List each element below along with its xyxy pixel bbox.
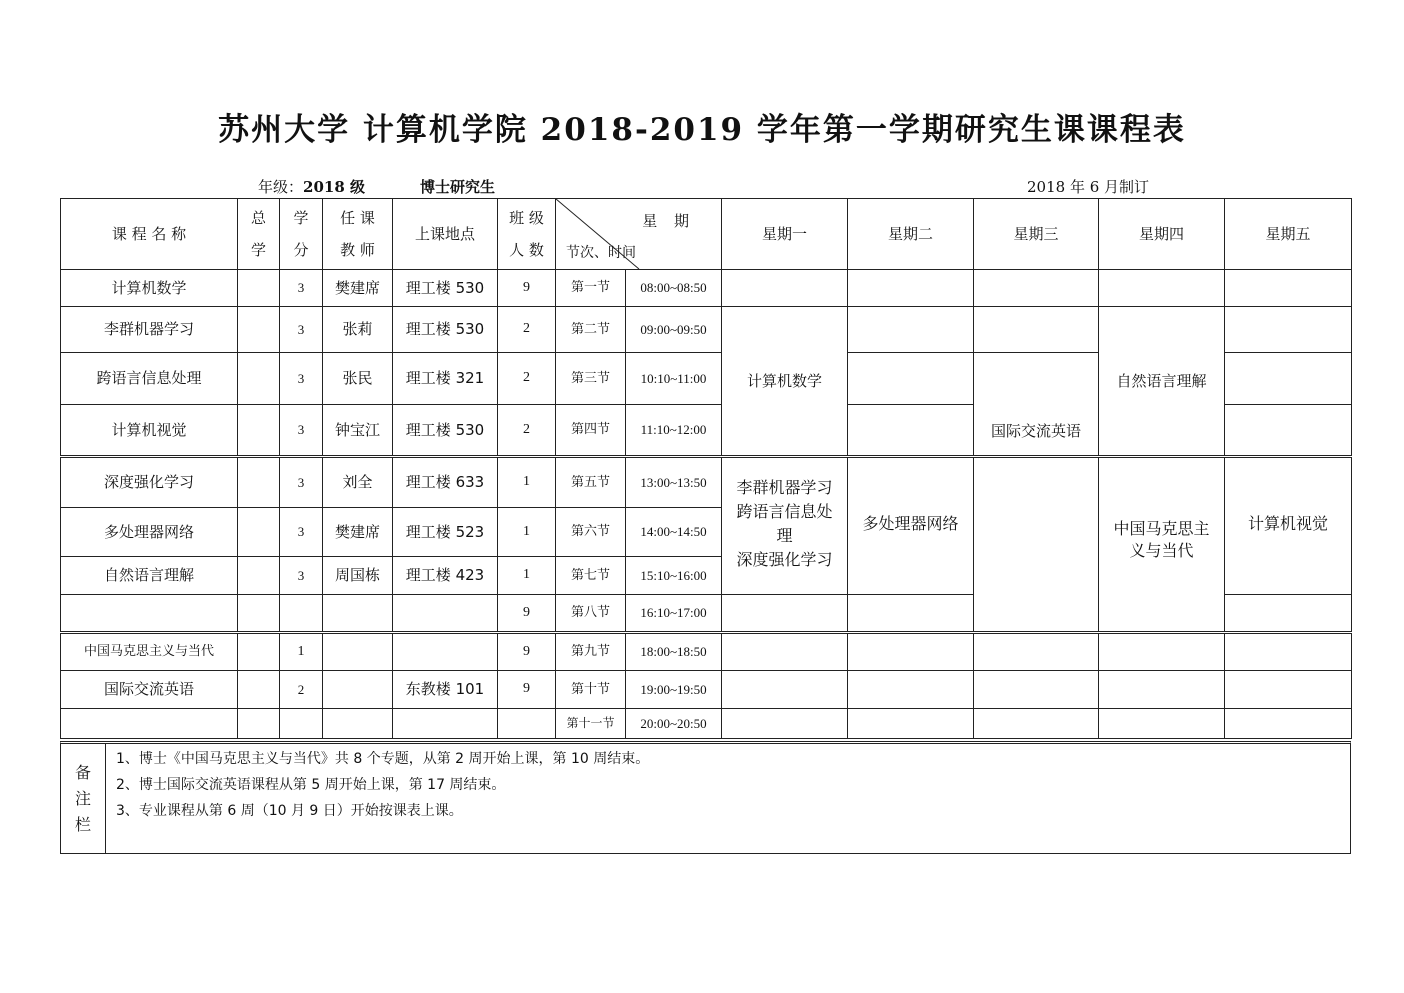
course-total <box>238 457 280 508</box>
table-row <box>61 307 1352 353</box>
period-label: 第二节 <box>556 307 626 353</box>
course-credit <box>280 595 323 633</box>
revision-date: 2018 年 6 月制订 <box>1027 178 1150 196</box>
period-label: 第十一节 <box>556 709 626 739</box>
period-time: 19:00~19:50 <box>626 671 722 709</box>
period-label: 第五节 <box>556 457 626 508</box>
course-credit: 3 <box>280 557 323 595</box>
header-wednesday: 星期三 <box>974 199 1099 270</box>
mon-course-1: 李群机器学习 <box>736 478 833 497</box>
period-label: 第一节 <box>556 270 626 307</box>
period-time: 18:00~18:50 <box>626 633 722 671</box>
course-credit: 3 <box>280 353 323 405</box>
header-friday: 星期五 <box>1225 199 1352 270</box>
mon-course-2: 跨语言信息处 <box>736 502 833 521</box>
remark-line: 2、博士国际交流英语课程从第 5 周开始上课，第 17 周结束。 <box>116 777 506 793</box>
slot <box>722 633 848 671</box>
slot <box>974 270 1099 307</box>
course-location: 理工楼 530 <box>393 270 498 307</box>
header-location: 上课地点 <box>393 199 498 270</box>
header-total-hours: 总 学 <box>238 199 280 270</box>
header-row <box>61 199 1352 270</box>
period-time: 14:00~14:50 <box>626 508 722 557</box>
thu-course-line-2: 义与当代 <box>1129 540 1194 560</box>
course-name: 中国马克思主义与当代 <box>61 633 238 671</box>
course-name: 国际交流英语 <box>61 671 238 709</box>
remarks-label: 备 注 栏 <box>61 744 106 853</box>
slot <box>722 270 848 307</box>
header-thursday: 星期四 <box>1099 199 1225 270</box>
period-label: 第九节 <box>556 633 626 671</box>
period-time: 20:00~20:50 <box>626 709 722 739</box>
course-location <box>393 709 498 739</box>
slot <box>1225 353 1352 405</box>
slot <box>974 709 1099 739</box>
course-name: 深度强化学习 <box>61 457 238 508</box>
course-total <box>238 405 280 457</box>
header-monday: 星期一 <box>722 199 848 270</box>
course-size: 9 <box>498 633 556 671</box>
monday-afternoon-courses <box>722 457 848 595</box>
course-size: 9 <box>498 595 556 633</box>
course-credit: 3 <box>280 307 323 353</box>
mon-course-3: 深度强化学习 <box>736 550 833 569</box>
course-location: 理工楼 530 <box>393 405 498 457</box>
remark-line: 1、博士《中国马克思主义与当代》共 8 个专题，从第 2 周开始上课，第 10 周结束。 <box>116 751 650 767</box>
header-teacher: 任 课 教 师 <box>323 199 393 270</box>
course-location: 理工楼 423 <box>393 557 498 595</box>
monday-morning-course: 计算机数学 <box>722 307 848 457</box>
slot <box>848 270 974 307</box>
slot <box>722 595 848 633</box>
course-location <box>393 633 498 671</box>
course-name: 自然语言理解 <box>61 557 238 595</box>
header-tuesday: 星期二 <box>848 199 974 270</box>
course-teacher <box>323 709 393 739</box>
slot <box>848 353 974 405</box>
course-location: 理工楼 321 <box>393 353 498 405</box>
grade-label: 年级： <box>258 178 304 196</box>
course-location: 理工楼 633 <box>393 457 498 508</box>
grade-value: 2018 级 <box>303 178 365 196</box>
slot <box>1225 671 1352 709</box>
header-class-size: 班 级 人 数 <box>498 199 556 270</box>
table-row <box>61 709 1352 739</box>
period-time: 15:10~16:00 <box>626 557 722 595</box>
slot <box>974 457 1099 633</box>
slot <box>848 595 974 633</box>
course-total <box>238 270 280 307</box>
course-teacher <box>323 595 393 633</box>
course-teacher: 张民 <box>323 353 393 405</box>
slot <box>1225 595 1352 633</box>
course-name: 跨语言信息处理 <box>61 353 238 405</box>
header-diagonal-cell <box>556 199 722 270</box>
slot <box>722 671 848 709</box>
remark-line: 3、专业课程从第 6 周（10 月 9 日）开始按课表上课。 <box>116 803 463 819</box>
course-location: 理工楼 523 <box>393 508 498 557</box>
header-course: 课 程 名 称 <box>61 199 238 270</box>
slot <box>1099 270 1225 307</box>
course-total <box>238 633 280 671</box>
course-credit: 3 <box>280 508 323 557</box>
slot <box>848 709 974 739</box>
slot <box>974 307 1099 353</box>
slot <box>1099 709 1225 739</box>
slot <box>1099 671 1225 709</box>
course-size: 2 <box>498 353 556 405</box>
course-total <box>238 671 280 709</box>
slot <box>1225 633 1352 671</box>
slot <box>848 633 974 671</box>
mon-course-2-cont: 理 <box>776 526 793 545</box>
course-location <box>393 595 498 633</box>
table-row <box>61 633 1352 671</box>
course-size: 9 <box>498 671 556 709</box>
course-teacher: 樊建席 <box>323 508 393 557</box>
slot <box>1225 709 1352 739</box>
schedule-table <box>60 198 1352 739</box>
course-credit: 3 <box>280 405 323 457</box>
course-credit: 3 <box>280 457 323 508</box>
period-label: 第八节 <box>556 595 626 633</box>
course-name <box>61 709 238 739</box>
course-credit: 1 <box>280 633 323 671</box>
slot <box>848 671 974 709</box>
slot <box>974 671 1099 709</box>
course-location: 理工楼 530 <box>393 307 498 353</box>
slot <box>974 633 1099 671</box>
course-credit: 2 <box>280 671 323 709</box>
tuesday-afternoon-course: 多处理器网络 <box>848 457 974 595</box>
course-size: 1 <box>498 457 556 508</box>
slot <box>1225 405 1352 457</box>
course-total <box>238 353 280 405</box>
remarks-section <box>60 741 1351 854</box>
course-size <box>498 709 556 739</box>
period-label: 第六节 <box>556 508 626 557</box>
course-total <box>238 557 280 595</box>
course-size: 1 <box>498 508 556 557</box>
course-total <box>238 307 280 353</box>
course-size: 2 <box>498 405 556 457</box>
table-row <box>61 270 1352 307</box>
course-name <box>61 595 238 633</box>
course-credit: 3 <box>280 270 323 307</box>
period-label: 第七节 <box>556 557 626 595</box>
period-time: 09:00~09:50 <box>626 307 722 353</box>
table-row <box>61 457 1352 508</box>
course-name: 多处理器网络 <box>61 508 238 557</box>
course-teacher: 刘全 <box>323 457 393 508</box>
course-size: 1 <box>498 557 556 595</box>
period-time: 16:10~17:00 <box>626 595 722 633</box>
period-label: 第四节 <box>556 405 626 457</box>
period-time: 08:00~08:50 <box>626 270 722 307</box>
period-time: 13:00~13:50 <box>626 457 722 508</box>
course-name: 李群机器学习 <box>61 307 238 353</box>
header-credits: 学 分 <box>280 199 323 270</box>
thu-course-line-1: 中国马克思主 <box>1113 519 1210 538</box>
slot <box>722 709 848 739</box>
friday-afternoon-course: 计算机视觉 <box>1225 457 1352 595</box>
table-row <box>61 671 1352 709</box>
slot <box>1225 307 1352 353</box>
slot <box>848 307 974 353</box>
course-credit <box>280 709 323 739</box>
course-teacher: 樊建席 <box>323 270 393 307</box>
course-teacher <box>323 633 393 671</box>
slot <box>1099 633 1225 671</box>
grade-line <box>258 176 365 197</box>
slot <box>848 405 974 457</box>
period-time: 11:10~12:00 <box>626 405 722 457</box>
diag-period-label: 节次、时间 <box>566 245 636 262</box>
slot <box>1225 270 1352 307</box>
course-total <box>238 709 280 739</box>
period-label: 第三节 <box>556 353 626 405</box>
course-size: 9 <box>498 270 556 307</box>
course-teacher: 张莉 <box>323 307 393 353</box>
page-title: 苏州大学 计算机学院 2018-2019 学年第一学期研究生课课程表 <box>218 112 1186 148</box>
course-name: 计算机视觉 <box>61 405 238 457</box>
wednesday-morning-course: 国际交流英语 <box>974 353 1099 457</box>
course-teacher <box>323 671 393 709</box>
course-teacher: 周国栋 <box>323 557 393 595</box>
remarks-notes <box>116 746 649 824</box>
thursday-afternoon-course <box>1099 457 1225 633</box>
course-teacher: 钟宝江 <box>323 405 393 457</box>
course-name: 计算机数学 <box>61 270 238 307</box>
course-total <box>238 508 280 557</box>
course-total <box>238 595 280 633</box>
period-time: 10:10~11:00 <box>626 353 722 405</box>
program-label: 博士研究生 <box>420 178 496 196</box>
period-label: 第十节 <box>556 671 626 709</box>
thursday-morning-course: 自然语言理解 <box>1099 307 1225 457</box>
course-location: 东教楼 101 <box>393 671 498 709</box>
diag-weekday-label: 星 期 <box>642 212 695 230</box>
course-size: 2 <box>498 307 556 353</box>
